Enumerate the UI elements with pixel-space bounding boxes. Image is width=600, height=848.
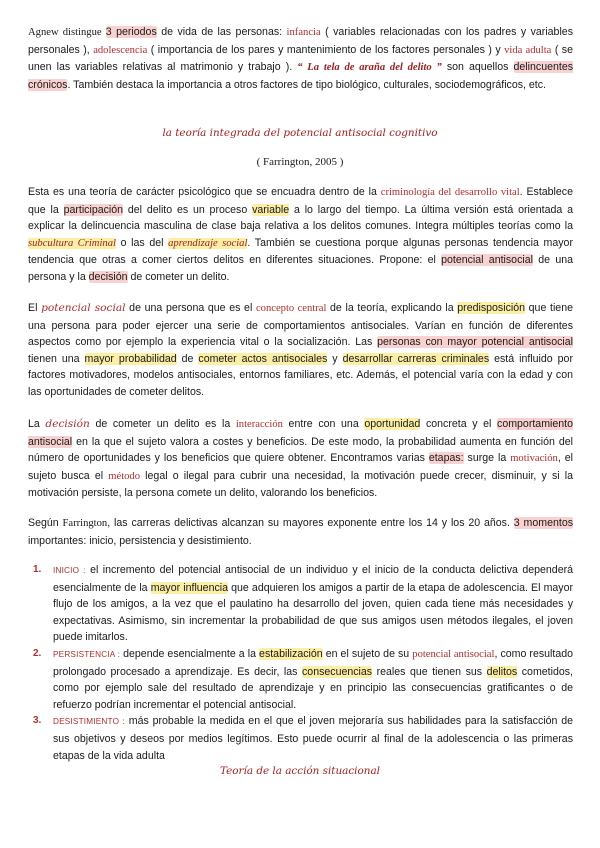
text: de la teoría, explicando la [326, 302, 458, 314]
highlight-mayor-influencia: mayor influencia [150, 581, 229, 594]
list-number: 1. [33, 564, 42, 575]
text: ( variables relacionadas con los padres y variables personales ), [28, 26, 573, 56]
highlight-variable: variable [252, 203, 290, 216]
text: surge la [463, 452, 511, 465]
text: tienen una [28, 352, 85, 365]
highlight-oportunidad: oportunidad [364, 418, 421, 430]
citation-farrington: ( Farrington, 2005 ) [256, 156, 344, 168]
highlight-participacion: participación [63, 203, 124, 216]
list-item-inicio [28, 562, 573, 646]
stage-label-inicio: INICIO : [53, 566, 86, 575]
text: depende esencialmente a la [120, 647, 260, 660]
term-criminologia: criminología del desarrollo vital [380, 187, 520, 198]
highlight-cometer: cometer actos antisociales [198, 352, 328, 365]
highlight-personas: personas con mayor potencial antisocial [377, 336, 574, 349]
text: Agnew distingue [28, 27, 106, 38]
highlight-periodos: 3 periodos [105, 26, 157, 38]
highlight-delitos: delitos [486, 665, 518, 678]
text: de vida de las personas: [156, 26, 287, 38]
paragraph-potencial-social [28, 300, 573, 401]
text: entre con una [282, 418, 365, 430]
section-heading-accion-situacional: Teoría de la acción situacional [220, 765, 380, 777]
text: Esta es una teoría de carácter psicológico que se encuadra dentro de la [28, 186, 381, 198]
section-heading-potencial-antisocial: la teoría integrada del potencial antisocial cognitivo [162, 127, 438, 139]
term-tela-arana: “ La tela de araña del delito ” [297, 62, 442, 74]
highlight-predisposicion: predisposición [457, 302, 526, 314]
text: La [28, 418, 46, 430]
text: son aquellos [441, 61, 514, 74]
paragraph-farrington [28, 515, 573, 549]
highlight-consecuencias: consecuencias [302, 665, 373, 678]
text: de [176, 352, 199, 365]
stage-label-desistimiento: DESISTIMIENTO : [53, 717, 125, 727]
text: el incremento del potencial antisocial de un individuo y el inicio de la conducta delictiva dependerá esencialmente de la [53, 564, 574, 594]
term-adolescencia: adolescencia [93, 44, 148, 56]
list-item-persistencia [28, 646, 573, 713]
text: de una persona que es el [125, 302, 256, 314]
term-potencial-antisocial: potencial antisocial [412, 648, 495, 660]
stage-label-persistencia: PERSISTENCIA : [53, 649, 121, 659]
text: ( importancia de los pares y mantenimiento de los factores personales ) y [147, 43, 505, 56]
term-vida-adulta: vida adulta [504, 44, 552, 56]
text: . También destaca la importancia a otros factores de tipo biológico, culturales, sociodemográficos, etc. [67, 78, 546, 91]
list-item-desistimiento [28, 713, 573, 764]
term-metodo: método [108, 470, 141, 482]
text: está influido por factores motivadores, modelos antisociales, entornos familiares, etc. Además, el potencial varía con la edad y con las oportunidades de cometer delitos. [28, 352, 573, 398]
term-potencial-social: potencial social [41, 302, 126, 314]
highlight-momentos: 3 momentos [513, 517, 574, 529]
text: ( se unen las variables relativas al matrimonio y trabajo ). [28, 43, 573, 74]
text: , el sujeto busca el [28, 452, 573, 482]
text: o las del [115, 236, 169, 249]
text: cometidos, como por ejemplo sale del resultado de aprendizaje y en principio las consecuencias gratificantes o de refuerzo podrían incrementar el potencial antisocial. [53, 665, 573, 711]
text: más probable la medida en el que el joven mejoraría sus habilidades para la satisfacción de sus objetivos y deseos por medios legítimos. Esto puede ocurrir al final de la adolescencia o las primeras etapas de la vida adulta [53, 715, 573, 762]
text: a lo largo del tiempo. La última versión está orientada a explicar la delincuencia masculina de clase baja relativa a los delitos comunes. Integra múltiples teorías como la [28, 203, 573, 233]
text: importantes: inicio, persistencia y desistimiento. [28, 534, 252, 547]
text: Según [28, 517, 63, 529]
highlight-comportamiento: comportamiento antisocial [28, 418, 573, 448]
text: que tiene una persona para poder ejercer una serie de comportamientos antisociales. Varían en función de diferentes aspectos como por ejemplo la experiencia vital o la socialización. Las [28, 302, 573, 349]
text: reales que tienen sus [372, 665, 487, 678]
text: El [28, 302, 42, 314]
text: y [327, 352, 343, 365]
text: de cometer un delito es la [89, 418, 236, 430]
list-number: 3. [33, 715, 42, 727]
text: legal o ilegal para cubrir una necesidad, la motivación puede crecer, disminuir, y si la motivación persiste, la persona comete un delito, valorando los beneficios. [28, 469, 573, 500]
text: , las carreras delictivas alcanzan su mayores exponente entre los 14 y los 20 años. [107, 517, 514, 529]
term-farrington: Farrington [62, 518, 108, 529]
term-aprendizaje: aprendizaje social [168, 237, 248, 249]
list-number: 2. [33, 647, 42, 659]
text: del delito es un proceso [123, 203, 253, 216]
stages-list [28, 562, 573, 764]
term-motivacion: motivación [510, 453, 558, 465]
highlight-decision: decisión [88, 270, 128, 283]
text: . Establece que la [28, 186, 573, 216]
term-decision: decisión [45, 418, 90, 430]
highlight-desarrollar: desarrollar carreras criminales [342, 352, 490, 365]
term-interaccion: interacción [235, 419, 283, 430]
text: en la que el sujeto valora a costes y beneficios. De este modo, la probabilidad aumenta en función del número de oportunidades y los beneficios que quiere obtener. Encontramos varias [28, 435, 573, 465]
text: de cometer un delito. [127, 270, 230, 283]
highlight-mayor-probabilidad: mayor probabilidad [84, 352, 177, 365]
highlight-delincuentes: delincuentes crónicos [28, 61, 574, 91]
highlight-etapas: etapas: [428, 452, 464, 465]
text: concreta y el [420, 418, 498, 430]
text: que adquieren los amigos a partir de la etapa de adolescencia. El mayor flujo de los amigos, a la vez que el paulatino ha desarrollo del joven, quien cada tiene más necesidades y expectativas. Asimismo, sin incrementar la probabilidad de que sus amigos usen métodos ilegales, el joven puede imitarlos. [53, 581, 574, 644]
term-concepto-central: concepto central [255, 303, 327, 314]
paragraph-agnew [28, 24, 573, 93]
highlight-estabilizacion: estabilización [259, 647, 323, 660]
text: en el sujeto de su [322, 647, 413, 660]
highlight-potencial: potencial antisocial [441, 254, 533, 267]
term-infancia: infancia [286, 27, 321, 38]
term-subcultura: subcultura Criminal [28, 237, 116, 249]
text: , como resultado prolongado procesado a aprendizaje. Es decir, las [53, 647, 573, 678]
paragraph-teoria [28, 184, 573, 286]
text: de una persona y la [28, 254, 573, 283]
text: . También se cuestiona porque algunas personas tendencia mayor tendencia que otras a comer ciertos delitos en diferentes situaciones. Propone: el [28, 236, 573, 267]
paragraph-decision [28, 416, 573, 502]
